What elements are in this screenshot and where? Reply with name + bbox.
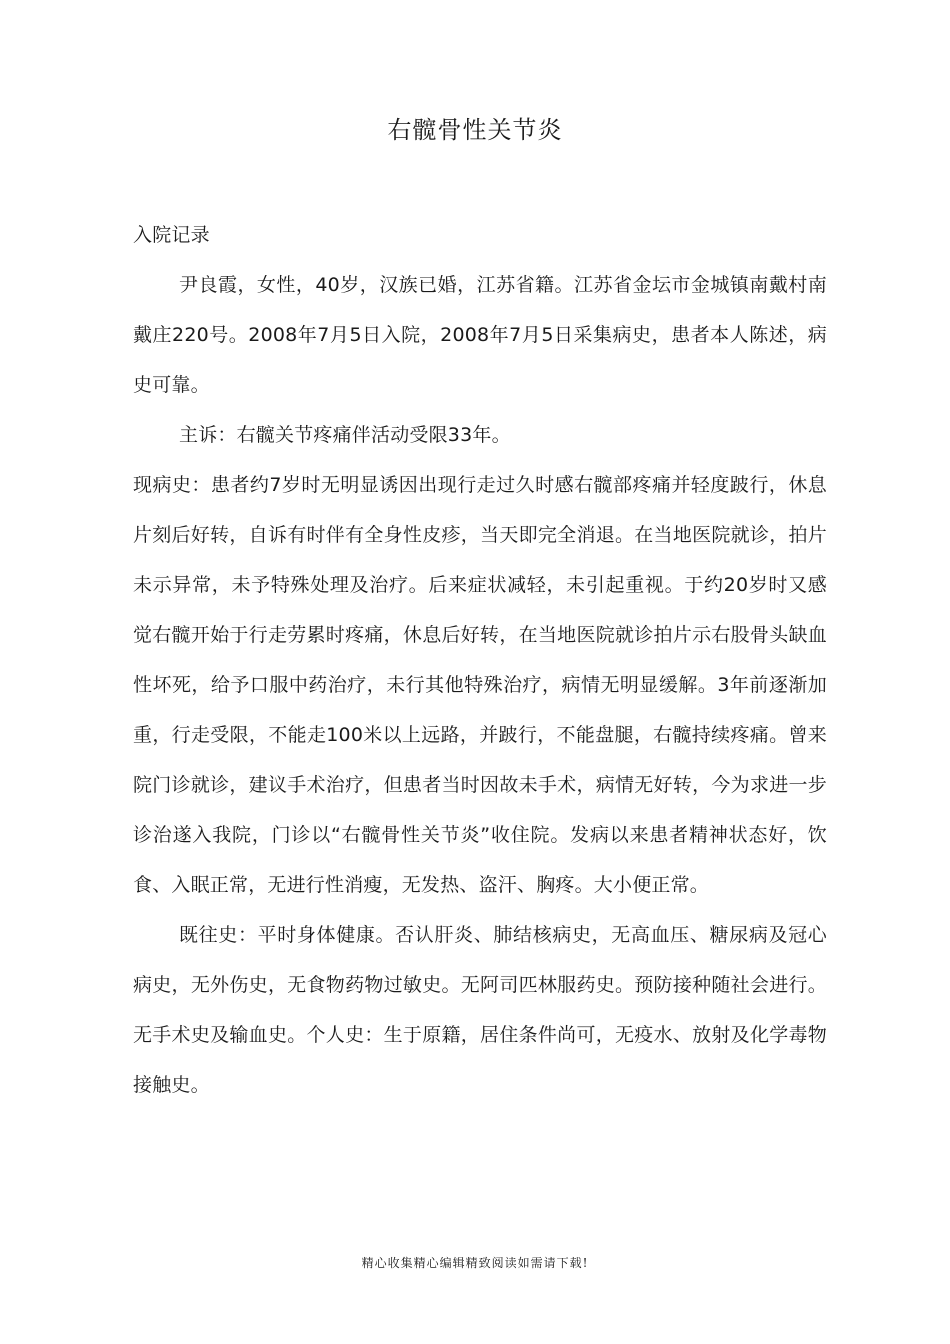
patient-info-paragraph: 尹良霞，女性，40岁，汉族已婚，江苏省籍。江苏省金坛市金城镇南戴村南戴庄220号。2008年7月5日入院，2008年7月5日采集病史，患者本人陈述，病史可靠。 bbox=[133, 274, 827, 396]
section-heading: 入院记录 bbox=[133, 224, 210, 246]
document-body bbox=[133, 210, 827, 1110]
present-illness-paragraph: 现病史：患者约7岁时无明显诱因出现行走过久时感右髋部疼痛并轻度跛行，休息片刻后好转，自诉有时伴有全身性皮疹，当天即完全消退。在当地医院就诊，拍片未示异常，未予特殊处理及治疗。后来症状减轻，未引起重视。于约20岁时又感觉右髋开始于行走劳累时疼痛，休息后好转，在当地医院就诊拍片示右股骨头缺血性坏死，给予口服中药治疗，未行其他特殊治疗，病情无明显缓解。3年前逐渐加重，行走受限，不能走100米以上远路，并跛行，不能盘腿，右髋持续疼痛。曾来院门诊就诊，建议手术治疗，但患者当时因故未手术，病情无好转，今为求进一步诊治遂入我院，门诊以“右髋骨性关节炎”收住院。发病以来患者精神状态好，饮食、入眠正常，无进行性消瘦，无发热、盗汗、胸疼。大小便正常。 bbox=[133, 474, 827, 896]
document-title: 右髋骨性关节炎 bbox=[387, 116, 563, 144]
past-history-paragraph: 既往史：平时身体健康。否认肝炎、肺结核病史，无高血压、糖尿病及冠心病史，无外伤史，无食物药物过敏史。无阿司匹林服药史。预防接种随社会进行。无手术史及输血史。个人史：生于原籍，居住条件尚可，无疫水、放射及化学毒物接触史。 bbox=[133, 924, 827, 1096]
footer-note: 精心收集精心编辑精致阅读如需请下载! bbox=[361, 1256, 589, 1270]
chief-complaint-paragraph: 主诉：右髋关节疼痛伴活动受限33年。 bbox=[179, 424, 511, 446]
